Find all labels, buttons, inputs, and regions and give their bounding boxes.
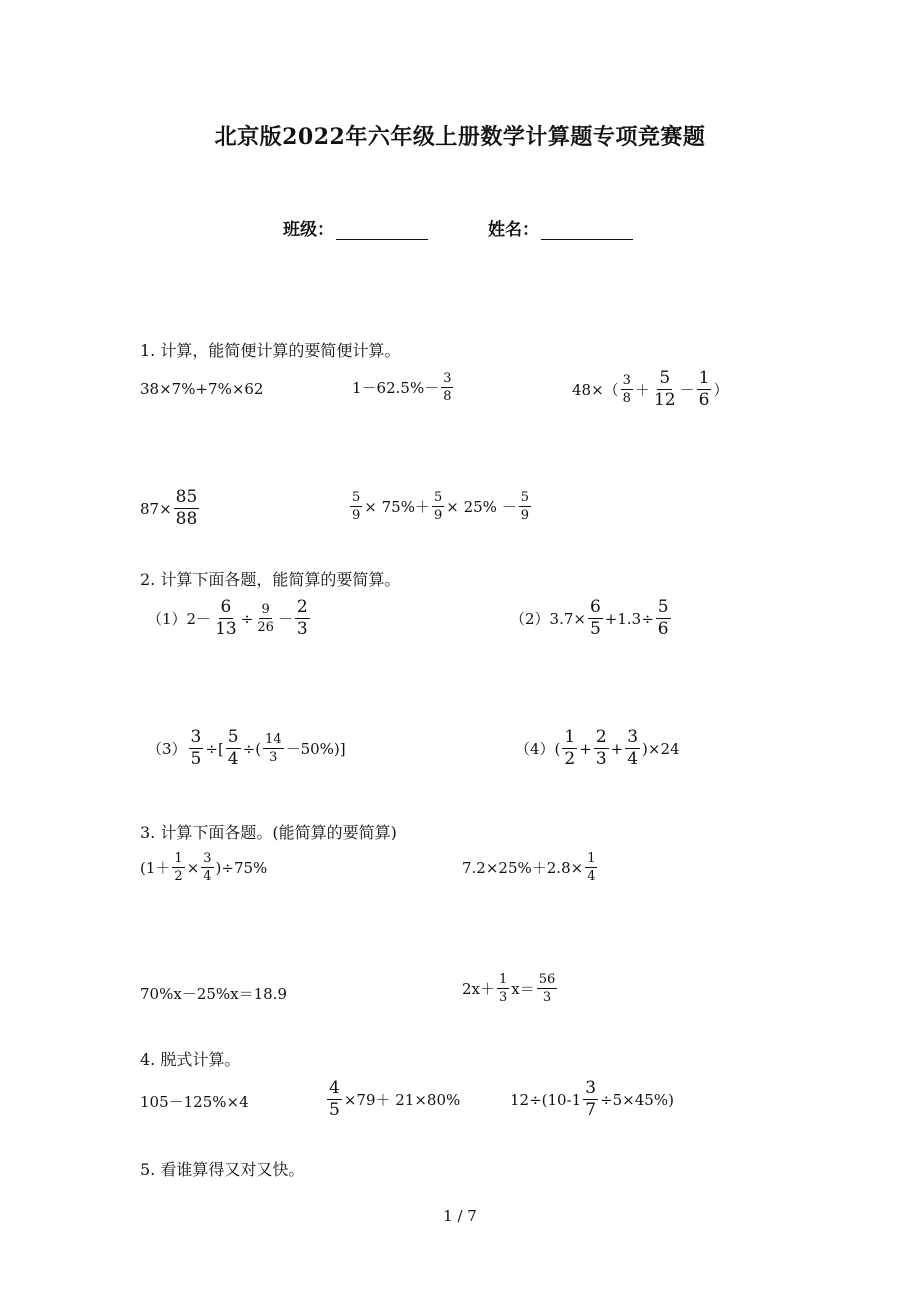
- fraction: [588, 599, 603, 638]
- fraction: [295, 599, 310, 638]
- fraction: [263, 733, 284, 764]
- denominator: 3: [542, 990, 552, 1005]
- fraction: [656, 599, 671, 638]
- expr-text: －50%)]: [285, 740, 346, 758]
- denominator: 6: [698, 390, 710, 410]
- q3-expr-2: [462, 852, 599, 883]
- numerator: 3: [190, 727, 202, 747]
- fraction: [585, 852, 597, 883]
- numerator: 2: [595, 727, 607, 747]
- expr-text: 7.2×25%＋2.8×: [462, 859, 584, 877]
- operator: ＋: [634, 381, 650, 399]
- numerator: 5: [227, 727, 239, 747]
- numerator: 5: [520, 490, 529, 505]
- denominator: 4: [587, 869, 596, 884]
- denominator: 26: [257, 620, 274, 635]
- fraction: [562, 729, 577, 768]
- page-number: 1 / 7: [443, 1207, 477, 1225]
- denominator: 12: [653, 390, 676, 410]
- fraction: [174, 489, 200, 528]
- operator: ×: [186, 858, 200, 877]
- operator: +: [610, 739, 624, 758]
- fraction: [255, 603, 276, 634]
- fraction: [172, 852, 184, 883]
- q2-part-1: [147, 599, 312, 638]
- numerator: 85: [175, 487, 198, 507]
- q2-part-2: [510, 599, 673, 638]
- q3-expr-1: [140, 852, 267, 883]
- numerator: 6: [589, 597, 601, 617]
- expr-text: （1）2－: [147, 610, 212, 628]
- numerator: 2: [296, 597, 308, 617]
- denominator: 9: [520, 508, 529, 523]
- denominator: 4: [627, 749, 639, 769]
- denominator: 88: [175, 509, 198, 529]
- expr-text: ÷5×45%): [600, 1090, 674, 1109]
- denominator: 5: [589, 619, 601, 639]
- q3-expr-3: [140, 983, 287, 1004]
- q4-heading: 4. 脱式计算。: [140, 1050, 241, 1069]
- expr-text: 70%x－25%x＝18.9: [140, 985, 287, 1003]
- denominator: 5: [329, 1100, 340, 1120]
- expr-text: x＝: [511, 980, 535, 998]
- denominator: 4: [203, 869, 212, 884]
- class-blank: [336, 221, 428, 240]
- expr-text: × 75%＋: [364, 498, 430, 516]
- q2-part-3: [147, 729, 346, 768]
- numerator: 5: [433, 490, 443, 505]
- denominator: 2: [174, 869, 183, 884]
- numerator: 1: [564, 727, 576, 747]
- denominator: 6: [657, 619, 669, 639]
- denominator: 3: [595, 749, 607, 769]
- name-label: 姓名：: [488, 220, 539, 240]
- expr-text: ×79＋ 21×80%: [343, 1091, 461, 1109]
- fraction: [226, 729, 241, 768]
- denominator: 9: [433, 508, 443, 523]
- q1-expr-3: [572, 370, 728, 409]
- numerator: 3: [443, 371, 452, 386]
- denominator: 13: [215, 619, 237, 639]
- q4-expr-3: [510, 1080, 674, 1119]
- expr-text: 87×: [140, 499, 172, 518]
- numerator: 3: [203, 851, 212, 866]
- denominator: 4: [227, 749, 239, 769]
- name-blank: [541, 221, 633, 240]
- fraction: [594, 729, 609, 768]
- q4-expr-1: [140, 1091, 249, 1112]
- q1-expr-5: [348, 491, 533, 522]
- denominator: 8: [443, 389, 452, 404]
- numerator: 3: [627, 727, 639, 747]
- denominator: 9: [352, 508, 361, 523]
- expr-text: 1－62.5%－: [352, 379, 440, 397]
- expr-text: （4）(: [515, 740, 561, 758]
- operator: ÷[: [205, 739, 224, 758]
- expr-text: )×24: [642, 739, 680, 758]
- denominator: 2: [564, 749, 576, 769]
- numerator: 9: [261, 602, 270, 617]
- fraction: [497, 973, 509, 1004]
- q4-expr-2: [325, 1080, 460, 1119]
- fraction: [519, 491, 531, 522]
- q3-heading: 3. 计算下面各题。(能简算的要简算): [140, 823, 397, 842]
- expr-text: +1.3÷: [604, 609, 654, 628]
- operator: ÷(: [242, 739, 262, 758]
- fraction: [697, 370, 712, 409]
- q5-heading: 5. 看谁算得又对又快。: [140, 1160, 305, 1179]
- fraction: [652, 370, 678, 409]
- fraction: [621, 374, 633, 405]
- expr-text: （3）: [147, 740, 187, 758]
- q3-expr-4: [462, 973, 559, 1004]
- numerator: 4: [329, 1078, 340, 1098]
- expr-text: 48×（: [572, 381, 619, 399]
- operator: －: [679, 381, 695, 399]
- numerator: 56: [538, 972, 556, 987]
- operator: +: [579, 739, 592, 758]
- fraction: [432, 491, 444, 522]
- q1-expr-4: [140, 489, 201, 528]
- fraction: [583, 1080, 598, 1119]
- fraction: [213, 599, 239, 638]
- fraction: [537, 973, 558, 1004]
- operator: ÷: [240, 609, 254, 628]
- numerator: 14: [265, 732, 282, 747]
- class-field: [283, 215, 428, 240]
- expr-text: )÷75%: [215, 858, 268, 877]
- numerator: 5: [657, 597, 669, 617]
- denominator: 7: [585, 1100, 597, 1120]
- q1-heading: 1. 计算，能简便计算的要简便计算。: [140, 341, 401, 360]
- page-title: 北京版2022年六年级上册数学计算题专项竞赛题: [214, 124, 706, 150]
- expr-text: × 25% －: [446, 498, 517, 516]
- expr-text: 38×7%+7%×62: [140, 380, 264, 398]
- expr-text: 12÷(10-1: [510, 1090, 582, 1109]
- fraction: [189, 729, 204, 768]
- q1-expr-2: [352, 372, 455, 403]
- fraction: [441, 372, 453, 403]
- numerator: 1: [174, 851, 183, 866]
- numerator: 5: [352, 490, 361, 505]
- fraction: [350, 491, 362, 522]
- q2-heading: 2. 计算下面各题，能简算的要简算。: [140, 570, 401, 589]
- class-label: 班级：: [283, 220, 334, 240]
- denominator: 3: [296, 619, 308, 639]
- fraction: [625, 729, 640, 768]
- operator: －: [277, 610, 293, 628]
- numerator: 6: [220, 597, 232, 617]
- expr-text: ）: [713, 381, 729, 399]
- numerator: 1: [698, 368, 710, 388]
- fraction: [201, 852, 213, 883]
- q2-part-4: [515, 729, 680, 768]
- denominator: 8: [622, 391, 631, 406]
- numerator: 3: [622, 373, 631, 388]
- numerator: 3: [585, 1078, 597, 1098]
- expr-text: 2x＋: [462, 980, 496, 998]
- q1-expr-1: [140, 380, 263, 398]
- numerator: 1: [587, 851, 596, 866]
- denominator: 5: [190, 749, 202, 769]
- denominator: 3: [269, 750, 278, 765]
- expr-text: 105－125%×4: [140, 1093, 249, 1111]
- expr-text: （2）3.7×: [510, 610, 586, 628]
- expr-text: (1＋: [140, 859, 171, 877]
- fraction: [327, 1080, 342, 1119]
- numerator: 5: [659, 368, 671, 388]
- numerator: 1: [499, 972, 508, 987]
- denominator: 3: [499, 990, 508, 1005]
- name-field: [488, 215, 633, 240]
